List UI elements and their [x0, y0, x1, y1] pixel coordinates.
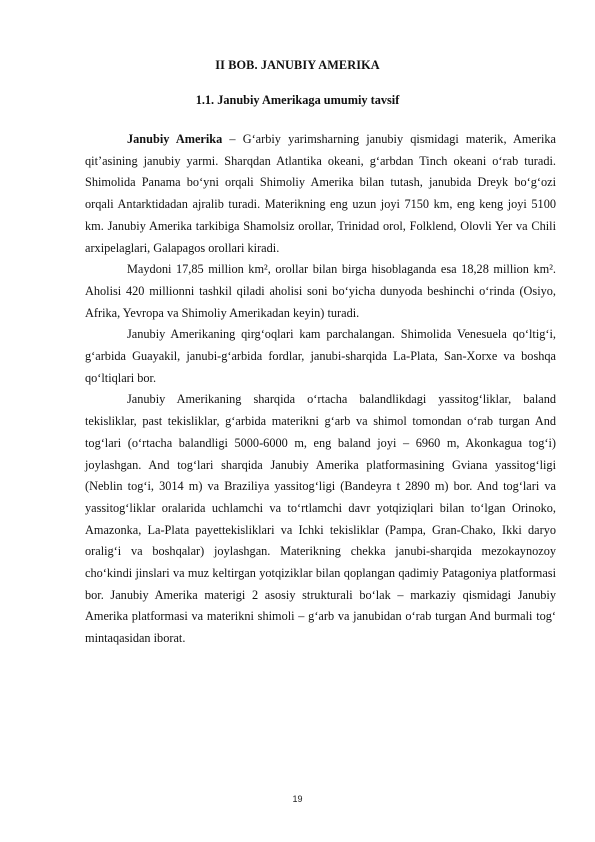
body-text [85, 129, 556, 650]
paragraph-2 [85, 259, 556, 324]
paragraph-4 [85, 389, 556, 649]
paragraph-text: – G‘arbiy yarimsharning janubiy qismidagi materik, Amerika qit’asining janubiy yarmi. Sharqdan Atlantika okeani, g‘arbdan Tinch okeani o‘rab turadi. Shimolida Panama bo‘yni orqali Shimoliy Amerika bilan tutash, janubida Dreyk bo‘g‘ozi orqali Antarktidadan ajralib turadi. Materikning eng uzun joyi 7150 km, eng keng joyi 5100 km. Janubiy Amerika tarkibiga Shamolsiz orollar, Trinidad orol, Folklend, Olovli Yer va Chili arxipelaglari, Galapagos orollari kiradi. [85, 132, 556, 255]
paragraph-lead-term: Janubiy Amerika [127, 132, 223, 146]
page-number: 19 [292, 794, 303, 804]
chapter-title: II BOB. JANUBIY AMERIKA [215, 58, 380, 72]
paragraph-text: Janubiy Amerikaning sharqida o‘rtacha balandlikdagi yassitog‘liklar, baland tekisliklar, past tekisliklar, g‘arbida materikni g‘arb va shimol tomondan o‘rab turgan And tog‘lari (o‘rtacha balandligi 5000-6000 m, eng baland joyi – 6960 m, Akonkagua tog‘i) joylashgan. And tog‘lari sharqida Janubiy Amerika platformasining Gviana yassitog‘ligi (Neblin tog‘i, 3014 m) va Braziliya yassitog‘ligi (Bandeyra t 2890 m) bor. And tog‘lari va yassitog‘liklar oralarida uchlamchi va to‘rtlamchi davr yotqiziqlari bilan to‘lgan Orinoko, Amazonka, La-Plata payettekisliklari va Ichki tekisliklar (Pampa, Gran-Chako, Ikki daryo oralig‘i va boshqalar) joylashgan. Materikning chekka janubi-sharqida mezokaynozoy cho‘kindi jinslari va muz keltirgan yotqiziklar bilan qoplangan qadimiy Patagoniya platformasi bor. Janubiy Amerika materigi 2 asosiy strukturali bo‘lak – markaziy qismidagi Janubiy Amerika platformasi va materikni shimoli – g‘arb va janubidan o‘rab turgan And burmali tog‘ mintaqasidan iborat. [85, 392, 556, 646]
section-title: 1.1. Janubiy Amerikaga umumiy tavsif [195, 93, 400, 107]
paragraph-1 [85, 129, 556, 259]
paragraph-text: Janubiy Amerikaning qirg‘oqlari kam parchalangan. Shimolida Venesuela qo‘ltig‘i, g‘arbida Guayakil, janubi-g‘arbida fordlar, janubi-sharqida La-Plata, San-Xorxe va boshqa qo‘ltiqlari bor. [85, 327, 556, 385]
paragraph-3 [85, 324, 556, 389]
paragraph-text: Maydoni 17,85 million km², orollar bilan birga hisoblaganda esa 18,28 million km². Aholisi 420 millionni tashkil qiladi aholisi soni bo‘yicha dunyoda beshinchi o‘rinda (Osiyo, Afrika, Yevropa va Shimoliy Amerikadan keyin) turadi. [85, 262, 556, 320]
